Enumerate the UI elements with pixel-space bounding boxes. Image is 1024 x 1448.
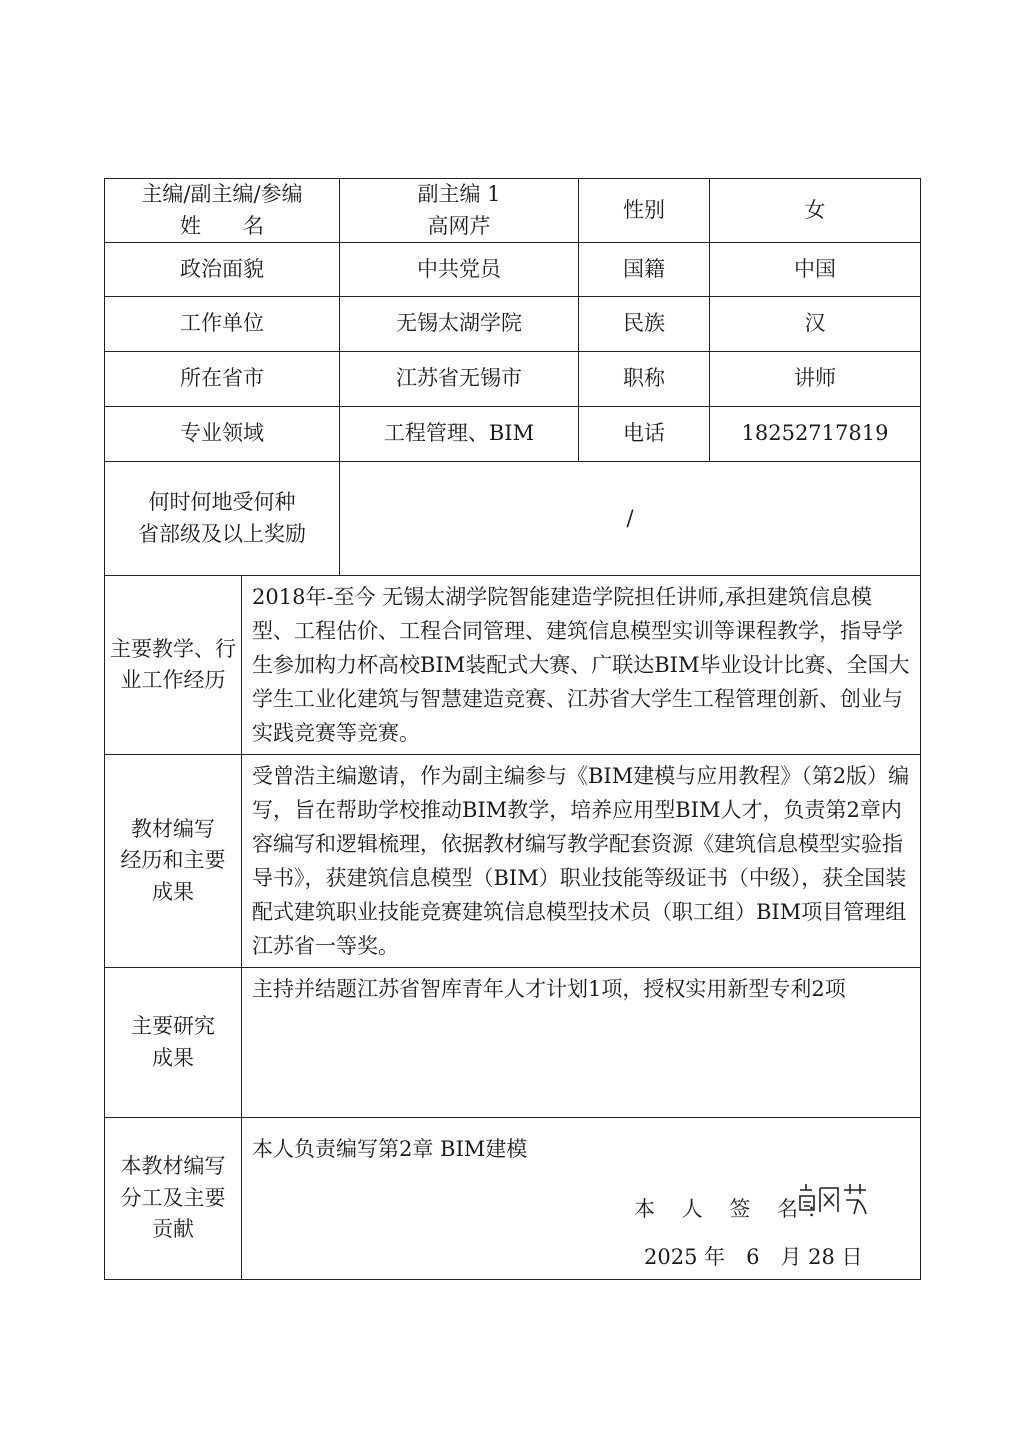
nationality-value: 中国 xyxy=(710,243,921,297)
field-label: 专业领域 xyxy=(105,407,340,462)
row-political xyxy=(105,243,921,297)
gender-label: 性别 xyxy=(579,179,710,243)
name-value-cell xyxy=(340,179,579,243)
textbook-label-line3: 成果 xyxy=(152,879,194,904)
contribution-label-cell xyxy=(105,1118,242,1280)
awards-label-line1: 何时何地受何种 xyxy=(148,490,296,514)
political-value: 中共党员 xyxy=(340,243,579,297)
contribution-area xyxy=(242,1118,920,1278)
row-name xyxy=(105,179,921,243)
research-label-line1: 主要研究 xyxy=(131,1014,215,1038)
contribution-value: 本人负责编写第2章 BIM建模 xyxy=(252,1137,528,1161)
location-label: 所在省市 xyxy=(105,352,340,407)
research-value: 主持并结题江苏省智库青年人才计划1项，授权实用新型专利2项 xyxy=(242,968,921,1118)
row-experience xyxy=(105,576,921,755)
gender-value: 女 xyxy=(710,179,921,243)
nationality-label: 国籍 xyxy=(579,243,710,297)
row-field xyxy=(105,407,921,462)
textbook-label-line2: 经历和主要 xyxy=(120,848,226,873)
awards-value: / xyxy=(340,462,921,576)
research-label-cell xyxy=(105,968,242,1118)
phone-label: 电话 xyxy=(579,407,710,462)
signature-label: 本 人 签 名: xyxy=(634,1197,826,1221)
work-unit-value: 无锡太湖学院 xyxy=(340,297,579,352)
row-location xyxy=(105,352,921,407)
political-label: 政治面貌 xyxy=(105,243,340,297)
experience-label-line1: 主要教学、行 xyxy=(110,636,236,661)
row-textbook xyxy=(105,755,921,968)
contribution-cell xyxy=(242,1118,921,1280)
location-value: 江苏省无锡市 xyxy=(340,352,579,407)
work-unit-label: 工作单位 xyxy=(105,297,340,352)
textbook-label-cell xyxy=(105,755,242,968)
contribution-label-line2: 分工及主要 xyxy=(120,1185,226,1210)
experience-value: 2018年-至今 无锡太湖学院智能建造学院担任讲师,承担建筑信息模型、工程估价、工程合同管理、建筑信息模型实训等课程教学，指导学生参加构力杯高校BIM装配式大赛、广联达BIM毕业设计比赛、全国大学生工业化建筑与智慧建造竞赛、江苏省大学生工程管理创新、创业与实践竞赛等竞赛。 xyxy=(242,576,921,755)
row-awards xyxy=(105,462,921,576)
name-label-line1: 主编/副主编/参编 xyxy=(141,182,303,206)
field-value: 工程管理、BIM xyxy=(340,407,579,462)
ethnicity-label: 民族 xyxy=(579,297,710,352)
row-research xyxy=(105,968,921,1118)
awards-label-line2: 省部级及以上奖励 xyxy=(138,521,306,546)
experience-label-cell xyxy=(105,576,242,755)
name-label-line2: 姓 名 xyxy=(180,213,264,238)
name-value: 高网芹 xyxy=(427,213,491,238)
handwritten-signature xyxy=(794,1180,874,1220)
research-label-line2: 成果 xyxy=(152,1045,194,1070)
row-work-unit xyxy=(105,297,921,352)
name-label-cell xyxy=(105,179,340,243)
contribution-label-line3: 贡献 xyxy=(152,1217,194,1242)
textbook-value: 受曾浩主编邀请，作为副主编参与《BIM建模与应用教程》（第2版）编写，旨在帮助学校推动BIM教学，培养应用型BIM人才，负责第2章内容编写和逻辑梳理，依据教材编写教学配套资源《建筑信息模型实验指导书》，获建筑信息模型（BIM）职业技能等级证书（中级），获全国装配式建筑职业技能竞赛建筑信息模型技术员（职工组）BIM项目管理组江苏省一等奖。 xyxy=(242,755,921,968)
phone-value: 18252717819 xyxy=(710,407,921,462)
job-title-label: 职称 xyxy=(579,352,710,407)
row-contribution xyxy=(105,1118,921,1280)
textbook-label-line1: 教材编写 xyxy=(131,816,215,841)
experience-label-line2: 业工作经历 xyxy=(120,668,226,692)
role-value: 副主编 1 xyxy=(417,182,501,206)
personal-info-form xyxy=(104,178,921,1280)
job-title-value: 讲师 xyxy=(710,352,921,407)
awards-label-cell xyxy=(105,462,340,576)
signature-date: 2025 年 6 月 28 日 xyxy=(644,1245,863,1269)
contribution-label-line1: 本教材编写 xyxy=(120,1154,226,1179)
ethnicity-value: 汉 xyxy=(710,297,921,352)
